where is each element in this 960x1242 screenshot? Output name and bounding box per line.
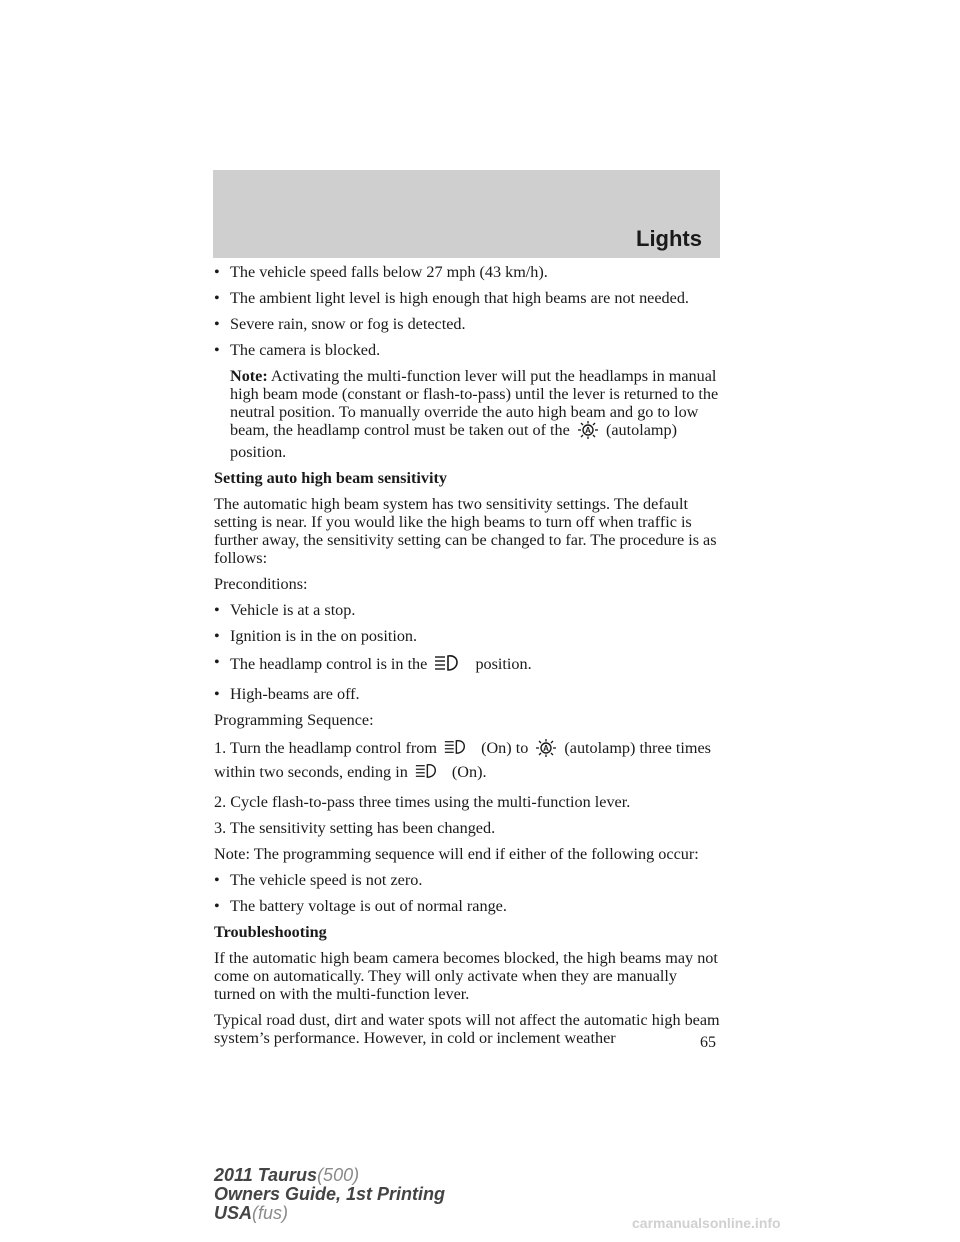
svg-text:A: A — [543, 744, 550, 754]
heading-troubleshooting: Troubleshooting — [214, 923, 327, 941]
step-1: 1. Turn the headlamp control from (On) to A (autolamp) three times within two seconds, ending in (On). — [214, 737, 720, 785]
page-content — [214, 263, 720, 1055]
list-item: • Severe rain, snow or fog is detected. — [214, 315, 466, 333]
paragraph: If the automatic high beam camera becomes blocked, the high beams may not come on automatically. They will only activate when they are manually turned on with the multi-function lever. — [214, 949, 718, 1003]
list-item: • The vehicle speed falls below 27 mph (43 km/h). — [214, 263, 548, 281]
watermark: carmanualsonline.info — [632, 1215, 781, 1231]
programming-label: Programming Sequence: — [214, 711, 374, 729]
heading-sensitivity: Setting auto high beam sensitivity — [214, 469, 447, 487]
note-label: Note: — [230, 367, 268, 385]
list-item: • The ambient light level is high enough that high beams are not needed. — [214, 289, 689, 307]
list-item: • The headlamp control is in the position. — [214, 653, 720, 677]
end-note: Note: The programming sequence will end if either of the following occur: — [214, 845, 699, 863]
list-item: • The battery voltage is out of normal range. — [214, 897, 507, 915]
headlamp-on-icon — [434, 653, 468, 677]
headlamp-on-icon — [415, 761, 445, 785]
svg-text:A: A — [585, 426, 591, 436]
footer-market-code: (fus) — [252, 1203, 289, 1223]
list-item: • The vehicle speed is not zero. — [214, 871, 423, 889]
list-item: • Ignition is in the on position. — [214, 627, 418, 645]
footer-model: 2011 Taurus — [214, 1165, 318, 1185]
list-item: • Vehicle is at a stop. — [214, 601, 356, 619]
autolamp-icon — [535, 739, 557, 761]
paragraph: The automatic high beam system has two sensitivity settings. The default setting is near. If you would like the high beams to turn off when traffic is further away, the sensitivity setting can be changed to far. The procedure is as follows: — [214, 495, 717, 567]
paragraph: Typical road dust, dirt and water spots will not affect the automatic high beam system’s performance. However, in cold or inclement weather — [214, 1011, 720, 1047]
footer-model-code: (500) — [317, 1165, 360, 1185]
note-paragraph: Note: Activating the multi-function lever will put the headlamps in manual high beam mode (constant or flash-to-pass) until the lever is returned to the neutral position. To manually override the auto high beam and go to low beam, the headlamp control must be taken out of the A (autolamp) position. — [230, 367, 719, 461]
list-item: • The camera is blocked. — [214, 341, 381, 359]
step-3: 3. The sensitivity setting has been changed. — [214, 819, 496, 837]
footer-market: USA — [214, 1203, 253, 1223]
page-number: 65 — [700, 1034, 716, 1051]
step-2: 2. Cycle flash-to-pass three times using the multi-function lever. — [214, 793, 631, 811]
section-title: Lights — [636, 226, 702, 251]
section-header-band — [213, 170, 720, 258]
footer-guide: Owners Guide, 1st Printing — [214, 1184, 446, 1204]
autolamp-icon — [577, 421, 599, 443]
footer — [214, 1166, 445, 1223]
list-item: • High-beams are off. — [214, 685, 360, 703]
headlamp-on-icon — [444, 737, 474, 761]
preconditions-label: Preconditions: — [214, 575, 308, 593]
